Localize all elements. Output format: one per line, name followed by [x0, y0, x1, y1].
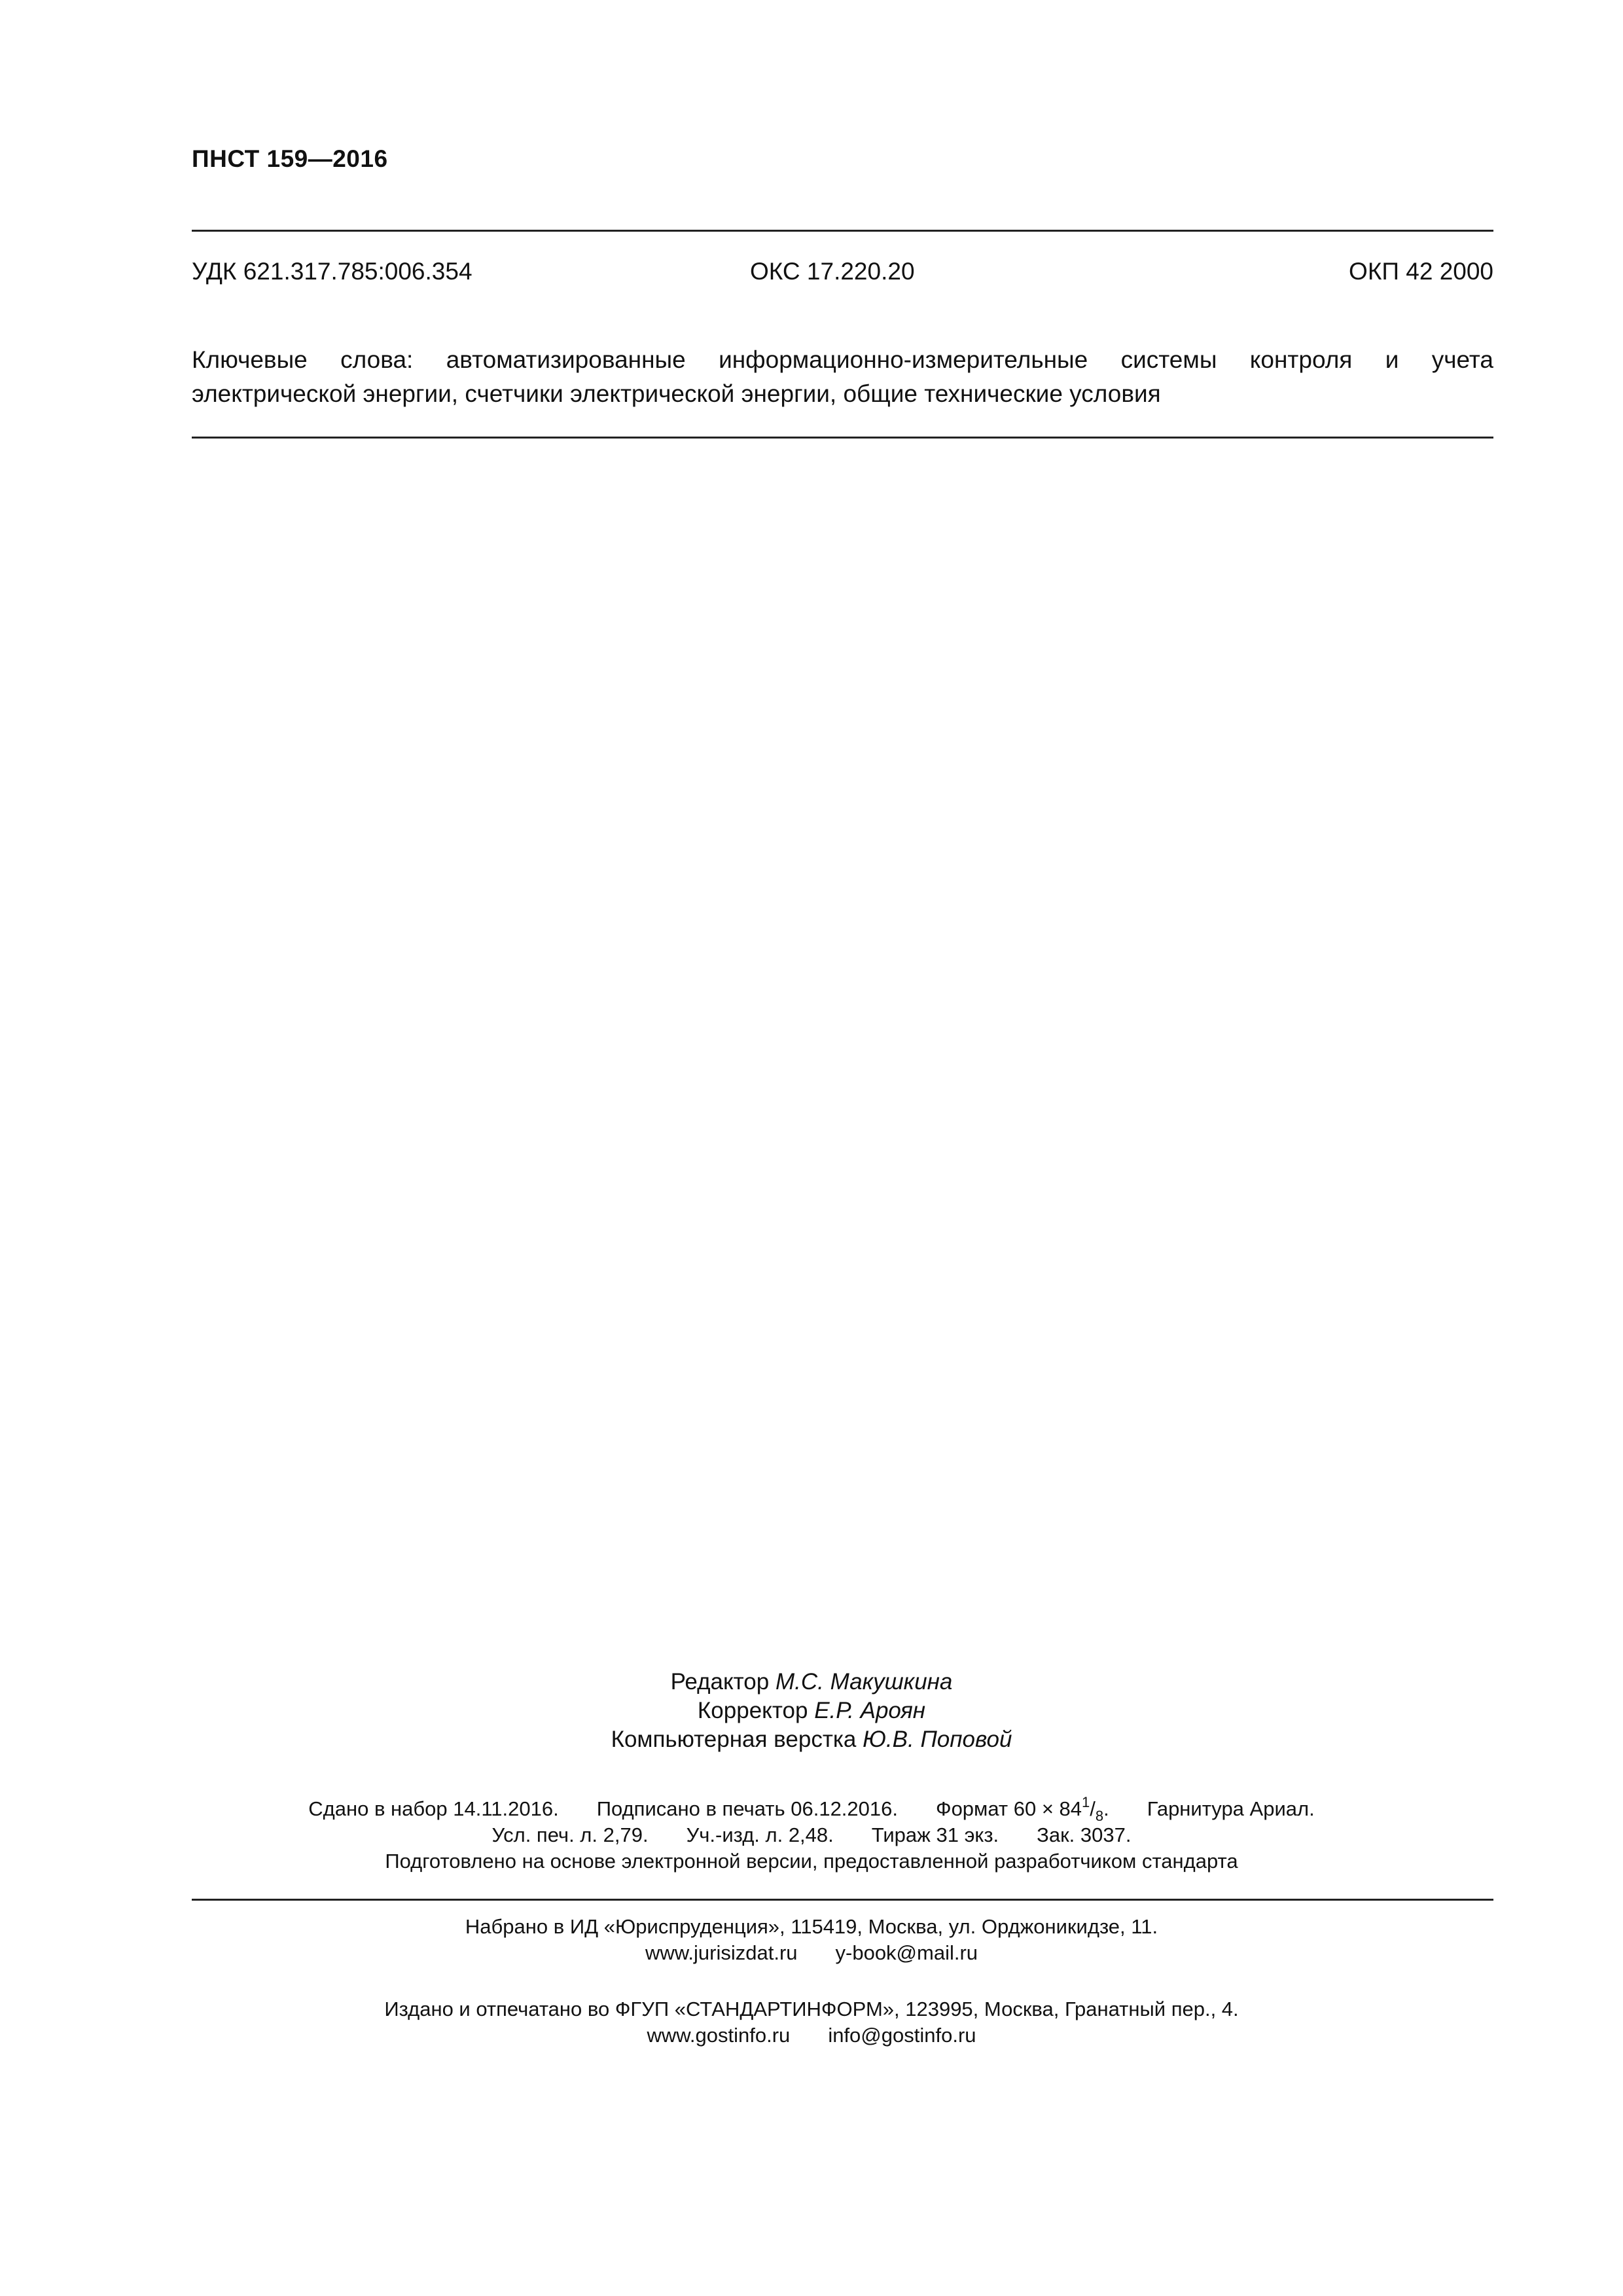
submitted-date: Сдано в набор 14.11.2016. — [308, 1797, 559, 1820]
typesetter-website-link[interactable]: www.jurisizdat.ru — [645, 1941, 798, 1964]
header-divider — [192, 230, 1493, 232]
standard-code: ПНСТ 159—2016 — [192, 145, 388, 172]
typesetter-text: Набрано в ИД «Юриспруденция», 115419, Москва, ул. Орджоникидзе, 11. — [465, 1915, 1158, 1938]
editor-role: Редактор — [670, 1669, 770, 1695]
credits-block — [0, 1668, 1623, 1754]
keywords-line-2: электрической энергии, счетчики электрической энергии, общие технические условия — [192, 380, 1161, 407]
typesetter-email-link[interactable]: y-book@mail.ru — [835, 1941, 978, 1964]
publisher-contacts — [0, 2022, 1623, 2049]
prepared-note: Подготовлено на основе электронной версии, предоставленной разработчиком стандарта — [385, 1850, 1238, 1873]
corrector-name: Е.Р. Ароян — [814, 1698, 926, 1723]
okp-code: ОКП 42 2000 — [1349, 258, 1493, 285]
udk-code: УДК 621.317.785:006.354 — [192, 258, 473, 285]
publisher-text: Издано и отпечатано во ФГУП «СТАНДАРТИНФОРМ», 123995, Москва, Гранатный пер., 4. — [384, 1998, 1239, 2020]
corrector-role: Корректор — [697, 1698, 808, 1723]
keywords-line-1: Ключевые слова: автоматизированные информационно-измерительные системы контроля и учета — [192, 346, 1493, 373]
publisher-email-link[interactable]: info@gostinfo.ru — [828, 2024, 976, 2047]
paper-format: Формат $60 \times 84^1/_8$. — [936, 1794, 1109, 1824]
editor-line — [0, 1668, 1623, 1696]
keywords-block — [192, 343, 1493, 411]
print-sheets: Усл. печ. л. 2,79. — [491, 1823, 649, 1846]
publishing-sheets: Уч.-изд. л. 2,48. — [686, 1823, 834, 1846]
classification-row — [192, 258, 1493, 291]
print-info-line-2 — [0, 1822, 1623, 1848]
typesetter-contacts — [0, 1940, 1623, 1966]
typeface: Гарнитура Ариал. — [1147, 1797, 1315, 1820]
oks-code: ОКС 17.220.20 — [750, 258, 915, 285]
order-number: Зак. 3037. — [1037, 1823, 1132, 1846]
signed-date: Подписано в печать 06.12.2016. — [596, 1797, 898, 1820]
publisher-website-link[interactable]: www.gostinfo.ru — [647, 2024, 791, 2047]
circulation: Тираж 31 экз. — [871, 1823, 999, 1846]
print-info-block — [0, 1796, 1623, 1874]
publisher-block — [0, 1996, 1623, 2049]
editor-name: М.С. Макушкина — [775, 1669, 953, 1695]
layout-line — [0, 1725, 1623, 1754]
layout-name: Ю.В. Поповой — [863, 1727, 1012, 1752]
keywords-divider — [192, 437, 1493, 439]
corrector-line — [0, 1696, 1623, 1725]
print-info-line-1 — [0, 1796, 1623, 1822]
typesetter-block — [0, 1914, 1623, 1966]
layout-role: Компьютерная верстка — [611, 1727, 857, 1752]
imprint-divider — [192, 1899, 1493, 1901]
